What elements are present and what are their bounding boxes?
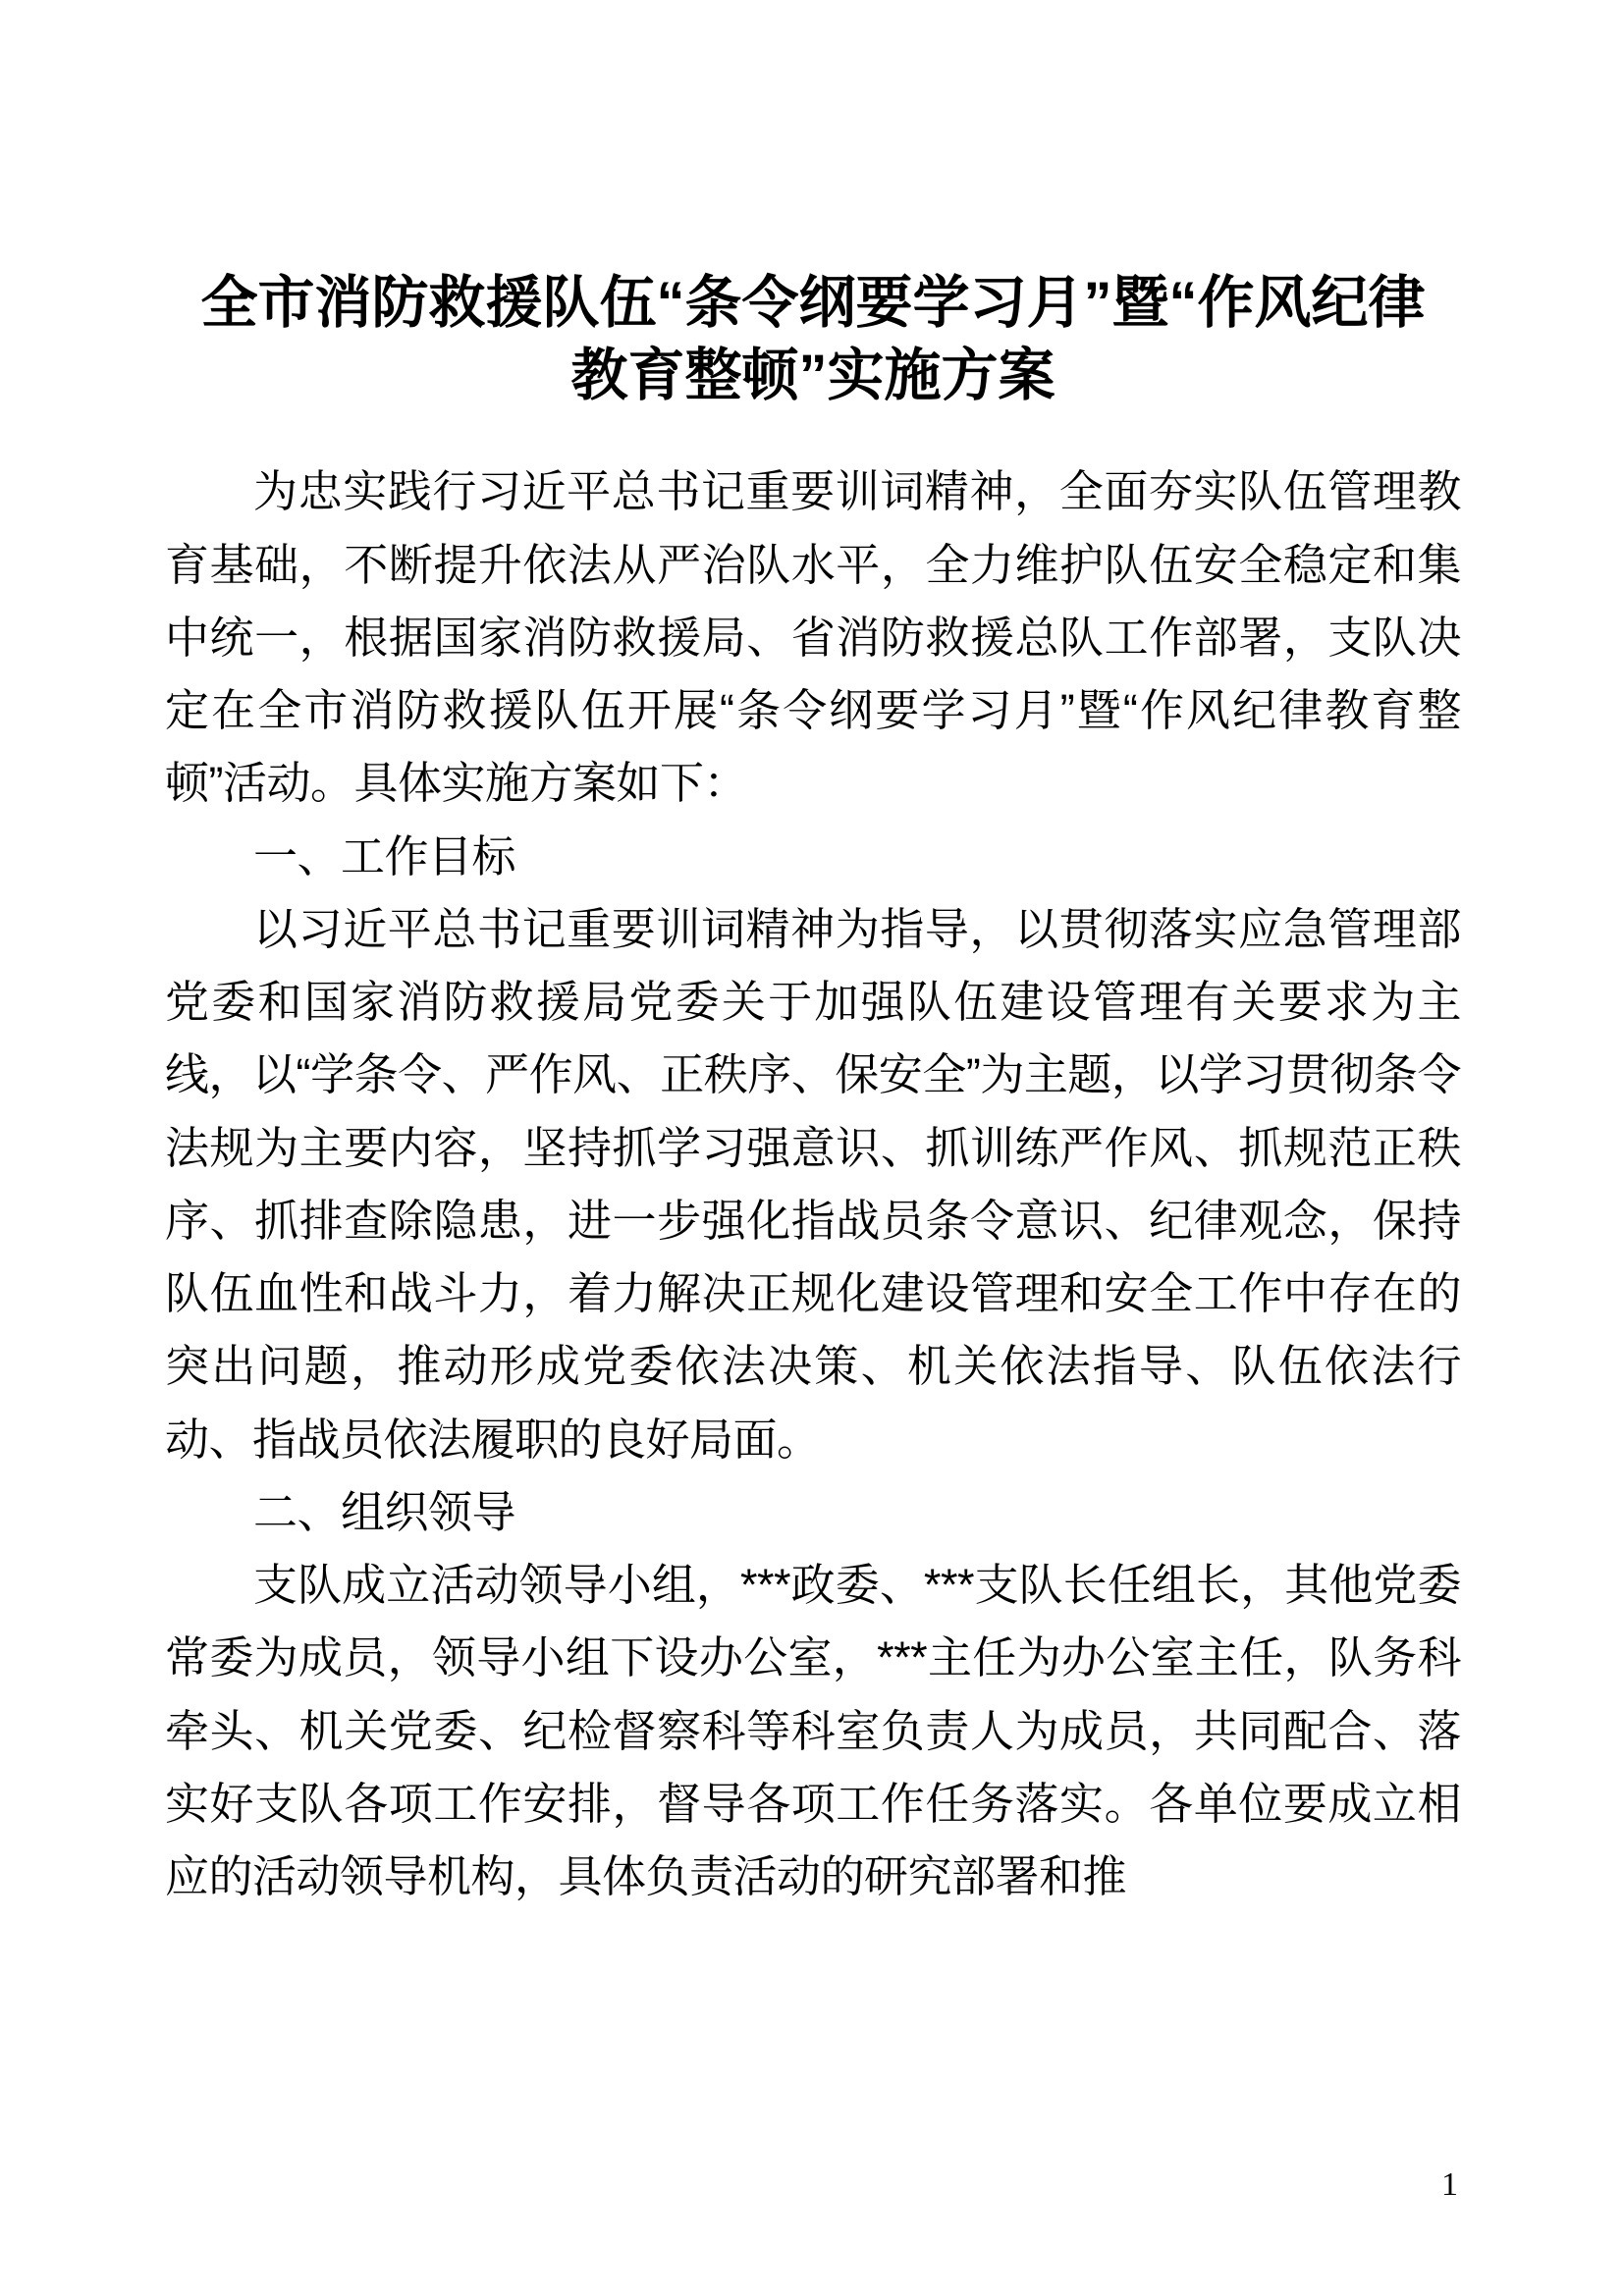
paragraph-organization-leadership: 支队成立活动领导小组，***政委、***支队长任组长，其他党委常委为成员，领导小组下设办公室，***主任为办公室主任，队务科牵头、机关党委、纪检督察科等科室负责人为成员，共同配合、落实好支队各项工作安排，督导各项工作任务落实。各单位要成立相应的活动领导机构，具体负责活动的研究部署和推 [165, 1560, 1461, 1902]
section-heading-organization-leadership: 二、组织领导 [253, 1486, 516, 1537]
page-title: 全市消防救援队伍“条令纲要学习月”暨“作风纪律教育整顿”实施方案 [200, 271, 1426, 408]
paragraph-intro: 为忠实践行习近平总书记重要训词精神，全面夯实队伍管理教育基础，不断提升依法从严治队水平，全力维护队伍安全稳定和集中统一，根据国家消防救援局、省消防救援总队工作部署，支队决定在全市消防救援队伍开展“条令纲要学习月”暨“作风纪律教育整顿”活动。具体实施方案如下： [165, 466, 1461, 809]
page-number: 1 [1441, 2166, 1458, 2203]
paragraph-work-goals: 以习近平总书记重要训词精神为指导，以贯彻落实应急管理部党委和国家消防救援局党委关于加强队伍建设管理有关要求为主线，以“学条令、严作风、正秩序、保安全”为主题，以学习贯彻条令法规为主要内容，坚持抓学习强意识、抓训练严作风、抓规范正秩序、抓排查除隐患，进一步强化指战员条令意识、纪律观念，保持队伍血性和战斗力，着力解决正规化建设管理和安全工作中存在的突出问题，推动形成党委依法决策、机关依法指导、队伍依法行动、指战员依法履职的良好局面。 [165, 903, 1461, 1465]
document-body [165, 267, 1461, 1913]
section-heading-work-goals: 一、工作目标 [253, 830, 516, 881]
